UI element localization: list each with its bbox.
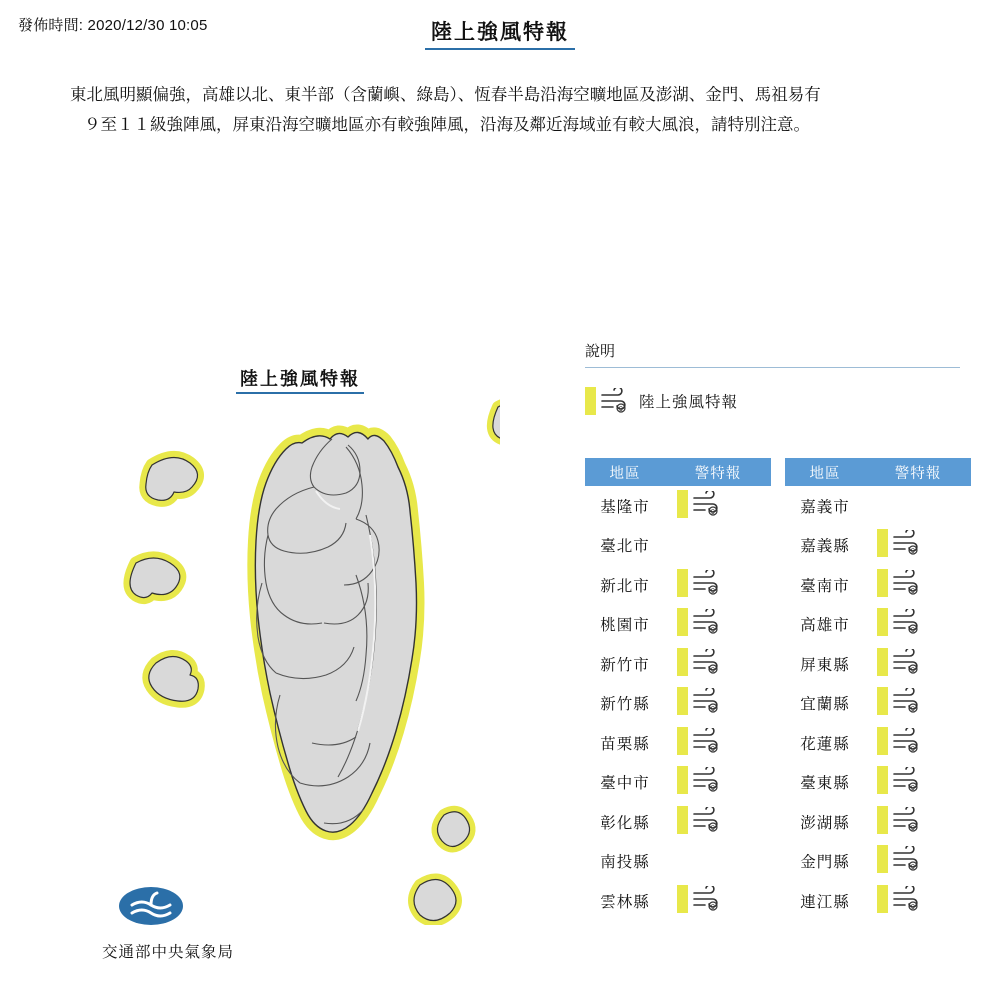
table-row	[785, 802, 971, 842]
alert-color-bar	[677, 648, 688, 676]
alert-color-bar	[877, 608, 888, 636]
svg-text:9: 9	[711, 587, 715, 595]
alert-color-bar	[877, 569, 888, 597]
strong-wind-icon	[677, 568, 721, 598]
table-row	[585, 526, 771, 566]
strong-wind-icon	[877, 726, 921, 756]
warning-cell	[865, 723, 971, 763]
area-name: 宜蘭縣	[800, 696, 850, 714]
agency-name: 交通部中央氣象局	[101, 944, 234, 961]
area-name: 苗栗縣	[600, 735, 650, 753]
svg-text:9: 9	[911, 548, 915, 556]
table-row	[585, 802, 771, 842]
wind-glyph-icon	[691, 570, 721, 596]
legend-item-label: 陸上強風特報	[639, 394, 739, 411]
svg-text:9: 9	[711, 903, 715, 911]
alert-color-bar	[677, 727, 688, 755]
strong-wind-icon	[677, 686, 721, 716]
warning-cell	[665, 526, 771, 566]
wind-glyph-icon	[891, 846, 921, 872]
wind-glyph-icon	[691, 807, 721, 833]
warning-cell	[665, 881, 771, 921]
warning-cell	[865, 802, 971, 842]
svg-text:9: 9	[711, 824, 715, 832]
map-title	[40, 365, 560, 391]
strong-wind-icon	[877, 844, 921, 874]
warning-cell	[665, 763, 771, 803]
wind-glyph-icon	[891, 886, 921, 912]
area-name: 嘉義縣	[800, 538, 850, 556]
warning-cell	[865, 605, 971, 645]
strong-wind-icon	[677, 607, 721, 637]
alert-color-bar	[877, 727, 888, 755]
map-island-penghu	[146, 457, 198, 500]
table-row	[585, 565, 771, 605]
svg-text:9: 9	[911, 666, 915, 674]
area-name: 新竹縣	[600, 696, 650, 714]
table-row	[585, 605, 771, 645]
warning-cell	[665, 723, 771, 763]
area-name: 嘉義市	[800, 498, 850, 516]
column-header-warning: 警特報	[865, 458, 971, 486]
wind-glyph-icon	[891, 807, 921, 833]
legend-divider	[585, 367, 960, 368]
wind-glyph-icon	[891, 649, 921, 675]
wind-glyph-icon	[599, 388, 629, 414]
strong-wind-icon	[877, 686, 921, 716]
area-name: 屏東縣	[800, 656, 850, 674]
strong-wind-icon	[877, 528, 921, 558]
taiwan-alert-map	[80, 395, 500, 925]
warning-cell	[665, 802, 771, 842]
warning-description	[70, 80, 930, 140]
area-name: 金門縣	[800, 854, 850, 872]
legend-title: 說明	[585, 343, 616, 360]
wind-glyph-icon	[891, 570, 921, 596]
svg-text:9: 9	[619, 406, 623, 413]
wind-glyph-icon	[891, 609, 921, 635]
alert-color-bar	[585, 387, 596, 415]
page-title	[0, 16, 1000, 46]
area-name: 新北市	[600, 577, 650, 595]
wind-glyph-icon	[891, 688, 921, 714]
svg-text:9: 9	[911, 785, 915, 793]
table-row	[585, 486, 771, 526]
warning-cell	[865, 644, 971, 684]
area-name: 高雄市	[800, 617, 850, 635]
map-island-penghu-south	[130, 558, 180, 598]
strong-wind-icon	[677, 805, 721, 835]
strong-wind-icon	[677, 489, 721, 519]
alert-color-bar	[677, 766, 688, 794]
alert-color-bar	[677, 569, 688, 597]
wind-glyph-icon	[891, 767, 921, 793]
table-row	[585, 842, 771, 882]
area-name: 澎湖縣	[800, 814, 850, 832]
warning-cell	[665, 486, 771, 526]
wind-glyph-icon	[691, 688, 721, 714]
warning-cell	[865, 565, 971, 605]
table-row	[785, 526, 971, 566]
area-name: 花蓮縣	[800, 735, 850, 753]
svg-text:9: 9	[711, 508, 715, 516]
wind-glyph-icon	[691, 728, 721, 754]
page-title-text: 陸上強風特報	[425, 21, 575, 50]
area-name: 桃園市	[600, 617, 650, 635]
map-island-kinmen	[149, 656, 199, 701]
strong-wind-icon	[677, 726, 721, 756]
area-name: 彰化縣	[600, 814, 650, 832]
wind-glyph-icon	[691, 649, 721, 675]
svg-text:9: 9	[911, 627, 915, 635]
area-name: 南投縣	[600, 854, 650, 872]
warning-cell	[665, 605, 771, 645]
table-row	[585, 763, 771, 803]
strong-wind-icon	[877, 568, 921, 598]
alert-color-bar	[877, 648, 888, 676]
alert-color-bar	[877, 687, 888, 715]
area-name: 臺中市	[600, 775, 650, 793]
warning-cell	[865, 763, 971, 803]
warning-cell	[865, 684, 971, 724]
warning-cell	[665, 565, 771, 605]
svg-text:9: 9	[711, 666, 715, 674]
wind-glyph-icon	[891, 728, 921, 754]
strong-wind-icon	[877, 884, 921, 914]
map-panel	[40, 355, 560, 975]
area-name: 連江縣	[800, 893, 850, 911]
svg-text:9: 9	[911, 706, 915, 714]
legend	[585, 340, 960, 416]
strong-wind-icon	[877, 607, 921, 637]
strong-wind-icon	[877, 765, 921, 795]
table-row	[585, 684, 771, 724]
wind-glyph-icon	[691, 767, 721, 793]
warning-cell	[865, 881, 971, 921]
table-row	[785, 644, 971, 684]
svg-text:9: 9	[711, 627, 715, 635]
alert-color-bar	[877, 529, 888, 557]
strong-wind-icon	[585, 386, 629, 416]
area-name: 基隆市	[600, 498, 650, 516]
warning-tables	[585, 458, 971, 921]
strong-wind-icon	[677, 884, 721, 914]
alert-color-bar	[877, 845, 888, 873]
svg-text:9: 9	[911, 903, 915, 911]
area-name: 雲林縣	[600, 893, 650, 911]
table-row	[785, 565, 971, 605]
table-header-row	[585, 458, 771, 486]
warning-cell	[865, 526, 971, 566]
table-row	[785, 763, 971, 803]
area-name: 新竹市	[600, 656, 650, 674]
alert-color-bar	[677, 885, 688, 913]
description-line-1: 東北風明顯偏強，高雄以北、東半部（含蘭嶼、綠島）、恆春半島沿海空曠地區及澎湖、金門、馬祖易有	[70, 86, 821, 104]
alert-color-bar	[677, 806, 688, 834]
svg-text:9: 9	[911, 587, 915, 595]
wind-glyph-icon	[691, 609, 721, 635]
map-island-matsu	[493, 403, 500, 441]
area-name: 臺南市	[800, 577, 850, 595]
alert-color-bar	[877, 806, 888, 834]
table-row	[785, 486, 971, 526]
cwb-logo-icon	[118, 885, 184, 927]
strong-wind-icon	[877, 647, 921, 677]
legend-item	[585, 386, 960, 416]
table-row	[585, 644, 771, 684]
column-header-area: 地區	[785, 458, 865, 486]
column-header-area: 地區	[585, 458, 665, 486]
map-island-lyudao	[437, 812, 469, 847]
svg-text:9: 9	[911, 745, 915, 753]
wind-glyph-icon	[691, 491, 721, 517]
issue-time: 發佈時間: 2020/12/30 10:05	[18, 17, 208, 34]
table-header-row	[785, 458, 971, 486]
description-line-2: ９至１１級強陣風，屏東沿海空曠地區亦有較強陣風，沿海及鄰近海域並有較大風浪，請特別注意。	[84, 116, 810, 134]
strong-wind-icon	[677, 647, 721, 677]
map-island-lanyu	[414, 879, 456, 920]
warning-table-right	[785, 458, 971, 921]
alert-color-bar	[877, 885, 888, 913]
warning-cell	[665, 684, 771, 724]
svg-text:9: 9	[711, 745, 715, 753]
warning-table-left	[585, 458, 771, 921]
warning-cell	[865, 486, 971, 526]
map-main-island	[255, 432, 416, 832]
warning-cell	[865, 842, 971, 882]
svg-text:9: 9	[711, 785, 715, 793]
area-name: 臺北市	[600, 538, 650, 556]
warning-cell	[665, 842, 771, 882]
alert-color-bar	[677, 687, 688, 715]
table-row	[785, 881, 971, 921]
strong-wind-icon	[677, 765, 721, 795]
table-row	[585, 881, 771, 921]
column-header-warning: 警特報	[665, 458, 771, 486]
strong-wind-icon	[877, 805, 921, 835]
svg-text:9: 9	[911, 864, 915, 872]
map-title-text: 陸上強風特報	[236, 369, 364, 394]
alert-color-bar	[677, 608, 688, 636]
svg-text:9: 9	[711, 706, 715, 714]
alert-color-bar	[877, 766, 888, 794]
wind-glyph-icon	[891, 530, 921, 556]
table-row	[785, 842, 971, 882]
table-row	[785, 684, 971, 724]
svg-text:9: 9	[911, 824, 915, 832]
table-row	[585, 723, 771, 763]
alert-color-bar	[677, 490, 688, 518]
area-name: 臺東縣	[800, 775, 850, 793]
wind-glyph-icon	[691, 886, 721, 912]
warning-cell	[665, 644, 771, 684]
table-row	[785, 723, 971, 763]
table-row	[785, 605, 971, 645]
